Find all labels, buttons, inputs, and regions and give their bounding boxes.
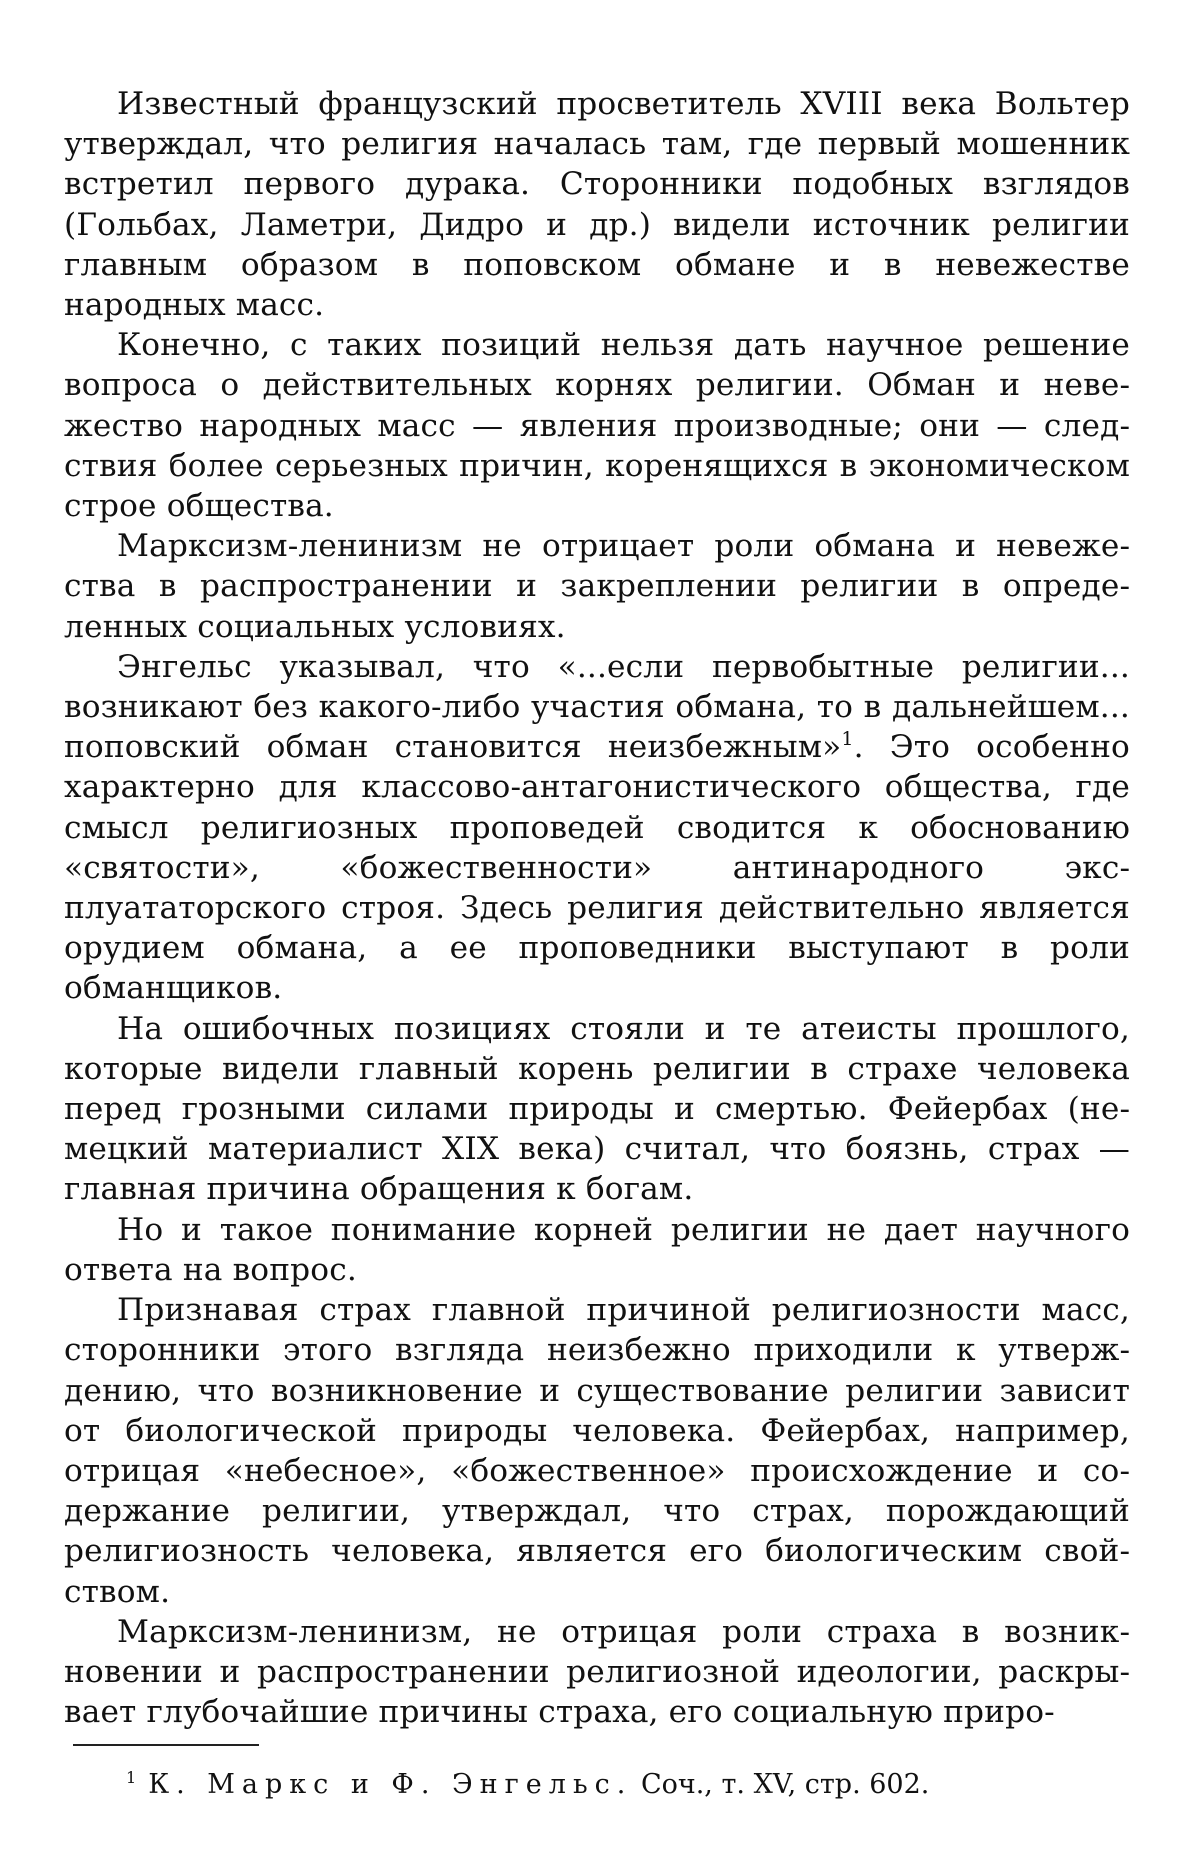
paragraph: Признавая страх главной причиной религиозности масс, сторонники этого взгляда неизбежно приходили к утверждению, что возникновение и существование религии зависит от биологической природы человека. Фейербах, например, отрицая «небесное», «божественное» происхождение и содержание религии, утверждал, что страх, порождающий религиозность человека, является его биологическим свойством. bbox=[64, 1292, 1130, 1610]
paragraph: Конечно, с таких позиций нельзя дать научное решение вопроса о действительных корнях религии. Обман и невежество народных масс — явления производные; они — следствия более серьезных причин, коренящихся в экономическом строе общества. bbox=[64, 327, 1130, 525]
footnote bbox=[126, 1768, 929, 1802]
footnote-reference[interactable]: 1 bbox=[841, 728, 854, 751]
footnote-source: Соч., т. XV, стр. 602. bbox=[640, 1769, 930, 1800]
paragraph: Марксизм-ленинизм, не отрицая роли страха в возникновении и распространении религиозной идеологии, раскрывает глубочайшие причины страха, его социальную приро- bbox=[64, 1613, 1130, 1731]
paragraph-text: . Это особенно характерно для классово-антагонистического общества, где смысл религиозных проповедей сводится к обоснованию «святости», «божественности» антинародного эксплуататорского строя. Здесь религия действительно является орудием обмана, а ее проповедники выступают в роли обманщиков. bbox=[64, 729, 1130, 1007]
paragraph: Марксизм-ленинизм не отрицает роли обмана и невежества в распространении и закреплении религии в определенных социальных условиях. bbox=[64, 528, 1130, 645]
footnote-marker: 1 bbox=[126, 1768, 137, 1787]
main-text bbox=[64, 84, 1130, 1732]
footnote-divider bbox=[73, 1744, 259, 1746]
paragraph: Известный французский просветитель XVIII века Вольтер утверждал, что религия началась там, где первый мошенник встретил первого дурака. Сторонники подобных взглядов (Гольбах, Ламетри, Дидро и др.) видели источник религии главным образом в поповском обмане и в невежестве народных масс. bbox=[64, 86, 1130, 324]
footnote-authors: К. Маркс и Ф. Энгельс. bbox=[148, 1769, 633, 1800]
paragraph-text: Энгельс указывал, что «...если первобытные религии... возникают без какого-либо участия обмана, то в дальнейшем... поповский обман становится неизбежным» bbox=[64, 648, 1130, 766]
paragraph: На ошибочных позициях стояли и те атеисты прошлого, которые видели главный корень религии в страхе человека перед грозными силами природы и смертью. Фейербах (немецкий материалист XIX века) считал, что боязнь, страх — главная причина обращения к богам. bbox=[64, 1010, 1130, 1208]
paragraph-with-footnote-ref bbox=[64, 647, 1130, 1009]
paragraph: Но и такое понимание корней религии не дает научного ответа на вопрос. bbox=[64, 1211, 1130, 1288]
